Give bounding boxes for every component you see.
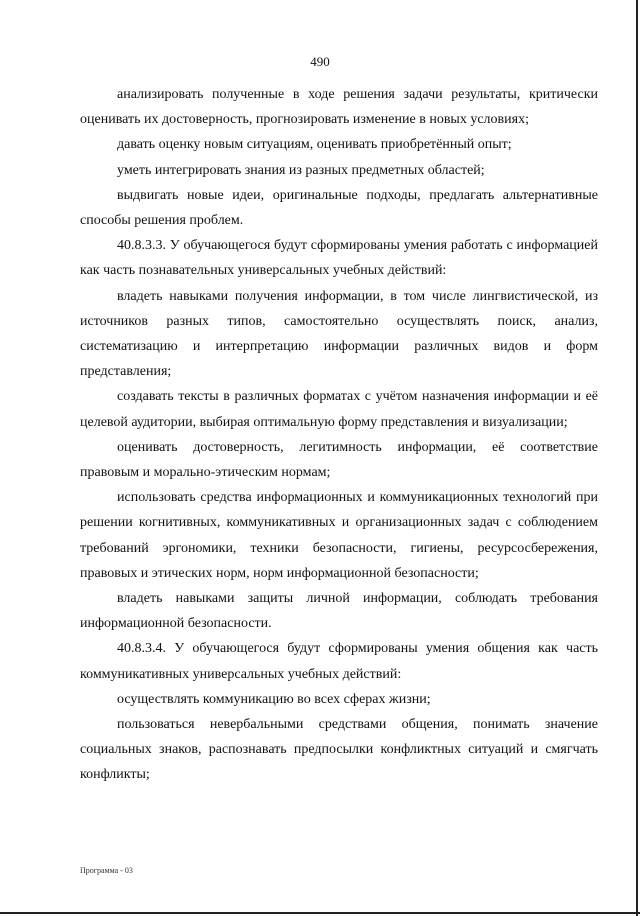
section-heading-40-8-3-3: 40.8.3.3. У обучающегося будут сформированы умения работать с информацией как часть познавательных универсальных учебных действий:: [80, 238, 598, 279]
footer-program-label: Программа - 03: [80, 866, 133, 875]
page-number: 490: [310, 54, 330, 69]
paragraph: анализировать полученные в ходе решения задачи результаты, критически оценивать их достоверность, прогнозировать изменение в новых условиях;: [80, 87, 598, 128]
paragraph: давать оценку новым ситуациям, оценивать приобретённый опыт;: [117, 137, 512, 153]
paragraph: пользоваться невербальными средствами общения, понимать значение социальных знаков, распознавать предпосылки конфликтных ситуаций и смягчать конфликты;: [80, 717, 598, 783]
paragraph: осуществлять коммуникацию во всех сферах жизни;: [117, 691, 431, 707]
paragraph: владеть навыками получения информации, в том числе лингвистической, из источников разных типов, самостоятельно осуществлять поиск, анализ, систематизацию и интерпретацию информации различных видов и форм представления;: [80, 288, 598, 380]
paragraph: владеть навыками защиты личной информации, соблюдать требования информационной безопасности.: [80, 591, 598, 632]
paragraph: выдвигать новые идеи, оригинальные подходы, предлагать альтернативные способы решения проблем.: [80, 187, 598, 229]
scan-border-right: [636, 0, 638, 916]
paragraph: использовать средства информационных и коммуникационных технологий при решении когнитивных, коммуникативных и организационных задач с соблюдением требований эргономики, техники безопасности, гигиены, ресурсосбережения, правовых и этических норм, норм информационной безопасности;: [80, 490, 598, 581]
document-body: [80, 82, 598, 788]
section-heading-40-8-3-4: 40.8.3.4. У обучающегося будут сформированы умения общения как часть коммуникативных универсальных учебных действий:: [80, 641, 598, 682]
paragraph: создавать тексты в различных форматах с учётом назначения информации и её целевой аудитории, выбирая оптимальную форму представления и визуализации;: [80, 389, 598, 430]
paragraph: уметь интегрировать знания из разных предметных областей;: [117, 162, 485, 178]
scan-border-bottom: [0, 912, 640, 914]
paragraph: оценивать достоверность, легитимность информации, её соответствие правовым и морально-этическим нормам;: [80, 439, 598, 481]
